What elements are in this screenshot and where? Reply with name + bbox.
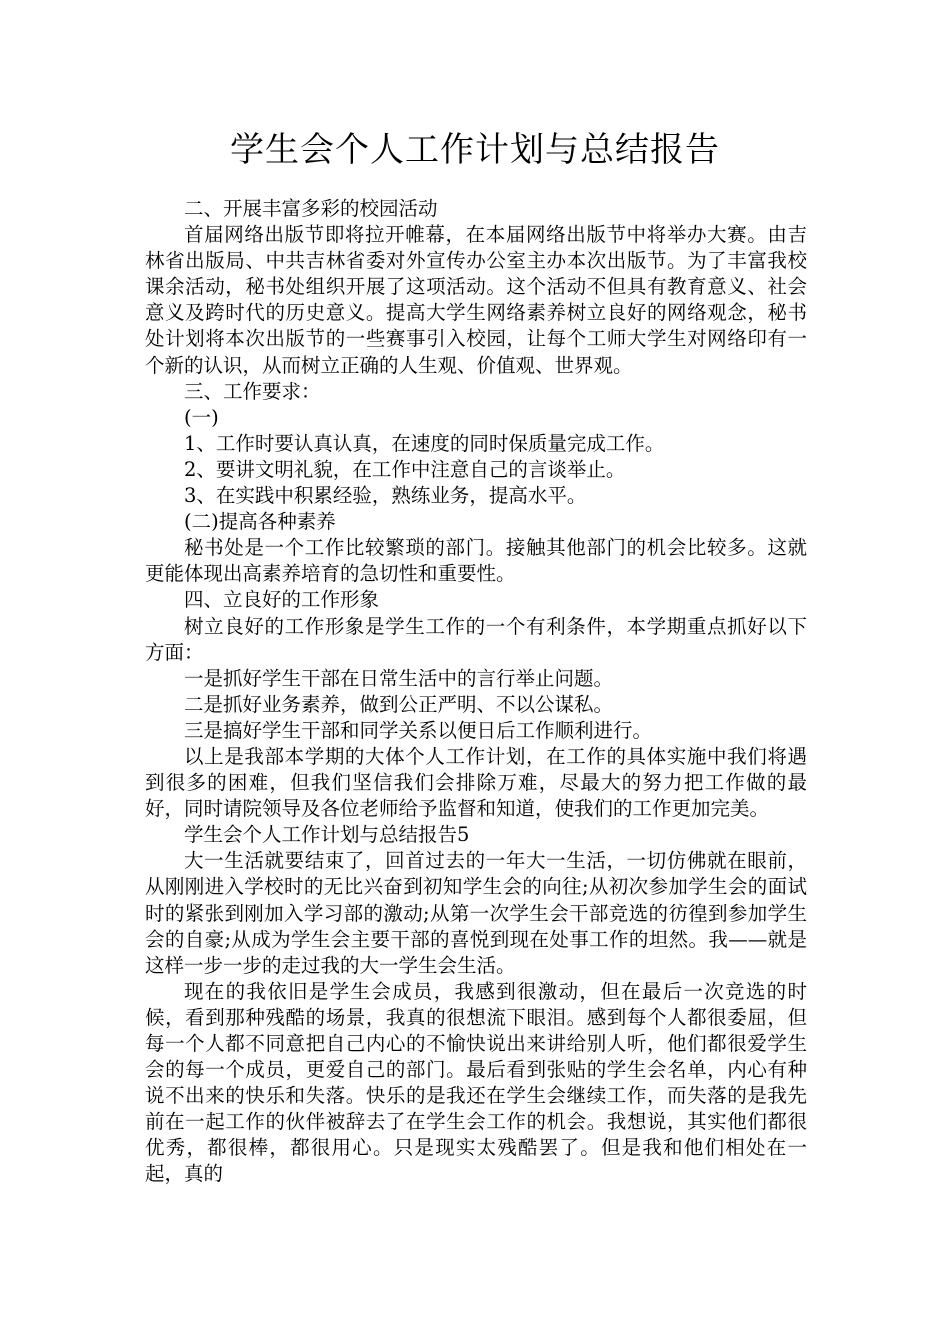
paragraph: 2、要讲文明礼貌，在工作中注意自己的言谈举止。 — [184, 457, 626, 481]
paragraph: 三、工作要求： — [184, 379, 321, 403]
paragraph: 树立良好的工作形象是学生工作的一个有利条件，本学期重点抓好以下方面： — [145, 614, 807, 664]
paragraph: 大一生活就要结束了，回首过去的一年大一生活，一切仿佛就在眼前，从刚刚进入学校时的无比兴奋到初知学生会的向往;从初次参加学生会的面试时的紧张到刚加入学习部的激动;从第一次学生会干部竞选的彷徨到参加学生会的自豪;从成为学生会主要干部的喜悦到现在处事工作的坦然。我——就是这样一步一步的走过我的大一学生会生活。 — [145, 849, 807, 977]
document-title: 学生会个人工作计划与总结报告 — [230, 130, 720, 170]
paragraph: (二)提高各种素养 — [184, 510, 336, 534]
paragraph: 首届网络出版节即将拉开帷幕，在本届网络出版节中将举办大赛。由吉林省出版局、中共吉林省委对外宣传办公室主办本次出版节。为了丰富我校课余活动，秘书处组织开展了这项活动。这个活动不但具有教育意义、社会意义及跨时代的历史意义。提高大学生网络素养树立良好的网络观念，秘书处计划将本次出版节的一些赛事引入校园，让每个工师大学生对网络印有一个新的认识，从而树立正确的人生观、价值观、世界观。 — [145, 223, 807, 377]
section-heading: 学生会个人工作计划与总结报告5 — [184, 823, 470, 847]
paragraph: 秘书处是一个工作比较繁琐的部门。接触其他部门的机会比较多。这就更能体现出高素养培育的急切性和重要性。 — [145, 536, 807, 586]
paragraph: 二是抓好业务素养，做到公正严明、不以公谋私。 — [184, 692, 614, 716]
paragraph: 三是搞好学生干部和同学关系以便日后工作顺利进行。 — [184, 718, 653, 742]
paragraph: 二、开展丰富多彩的校园活动 — [184, 197, 438, 220]
paragraph: 3、在实践中积累经验，熟练业务，提高水平。 — [184, 484, 587, 508]
paragraph: (一) — [184, 405, 219, 429]
document-body — [145, 196, 807, 1188]
paragraph: 以上是我部本学期的大体个人工作计划，在工作的具体实施中我们将遇到很多的困难，但我们坚信我们会排除万难，尽最大的努力把工作做的最好，同时请院领导及各位老师给予监督和知道，使我们的工作更加完美。 — [145, 744, 807, 821]
paragraph: 1、工作时要认真认真，在速度的同时保质量完成工作。 — [184, 431, 665, 455]
paragraph: 四、立良好的工作形象 — [184, 588, 380, 612]
paragraph: 现在的我依旧是学生会成员，我感到很激动，但在最后一次竞选的时候，看到那种残酷的场景，我真的很想流下眼泪。感到每个人都很委屈，但每一个人都不同意把自己内心的不愉快说出来讲给别人听，他们都很爱学生会的每一个成员，更爱自己的部门。最后看到张贴的学生会名单，内心有种说不出来的快乐和失落。快乐的是我还在学生会继续工作，而失落的是我先前在一起工作的伙伴被辞去了在学生会工作的机会。我想说，其实他们都很优秀，都很棒，都很用心。只是现实太残酷罢了。但是我和他们相处在一起，真的 — [145, 979, 807, 1186]
paragraph: 一是抓好学生干部在日常生活中的言行举止问题。 — [184, 666, 614, 690]
